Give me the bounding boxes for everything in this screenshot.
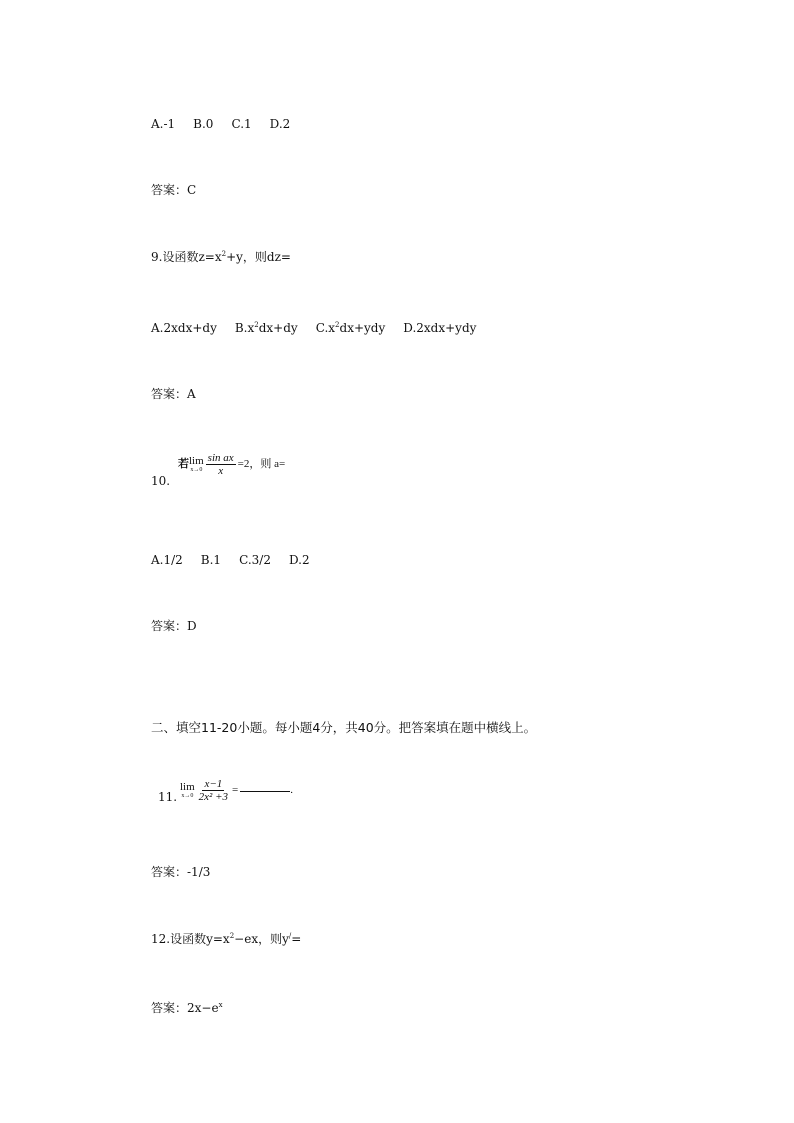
q10-fraction xyxy=(206,452,236,477)
q10-option-a: A.1/2 xyxy=(151,553,183,567)
q12-answer xyxy=(151,1000,223,1016)
q8-option-b: B.0 xyxy=(193,117,214,131)
q12-stem-sup: 2 xyxy=(229,932,235,940)
q9-answer: 答案：A xyxy=(151,387,196,401)
q9-stem-suffix: +y，则dz= xyxy=(226,250,291,264)
q10-denominator: x xyxy=(218,465,224,477)
q9-option-d-text: D.2xdx+ydy xyxy=(403,321,477,335)
q11-number: 11. xyxy=(158,790,178,804)
q9-option-d xyxy=(403,320,476,336)
q9-option-b-pre: B.x xyxy=(234,321,255,335)
q9-option-c-sup: 2 xyxy=(335,321,340,329)
q8-option-c: C.1 xyxy=(231,117,252,131)
q10-lim-word: lim xyxy=(189,455,204,467)
q12-stem-mid: −ex，则y xyxy=(234,932,289,946)
q10-option-c: C.3/2 xyxy=(239,553,271,567)
q11-end: . xyxy=(290,784,293,797)
q10-tail: =2，则 a= xyxy=(237,458,286,471)
q12-stem-prefix: 12.设函数y=x xyxy=(151,932,230,946)
q10-options xyxy=(151,552,328,568)
q11-equals: = xyxy=(232,784,239,797)
q11-numerator: x−1 xyxy=(204,778,223,790)
q9-option-c-pre: C.x xyxy=(315,321,336,335)
q8-option-d: D.2 xyxy=(269,117,291,131)
q12-answer-sup: x xyxy=(218,1001,223,1009)
q9-stem-prefix: 9.设函数z=x xyxy=(151,250,222,264)
q12-stem-suffix: = xyxy=(291,932,302,946)
q8-option-a: A.-1 xyxy=(151,117,176,131)
q12-stem xyxy=(151,931,301,947)
q10-numerator: sin ax xyxy=(207,452,234,464)
q11-denominator: 2x² +3 xyxy=(198,791,229,803)
q10-lim xyxy=(189,455,204,474)
q11-answer: 答案：-1/3 xyxy=(151,865,211,879)
q9-stem-sup: 2 xyxy=(221,250,227,258)
q9-stem xyxy=(151,249,291,265)
q10-ruo: 若 xyxy=(178,458,189,471)
q9-option-c xyxy=(316,320,386,336)
q12-answer-prefix: 答案：2x−e xyxy=(151,1001,219,1015)
q11-formula xyxy=(180,778,293,803)
q10-answer: 答案：D xyxy=(151,619,197,633)
q8-answer: 答案：C xyxy=(151,183,197,197)
q8-options xyxy=(151,116,308,132)
q9-options xyxy=(151,320,494,336)
q11-lim-word: lim xyxy=(180,781,195,793)
q9-option-b xyxy=(235,320,298,336)
q10-lim-sub: x→0 xyxy=(190,467,203,473)
q12-stem-prime: / xyxy=(288,932,292,940)
q9-option-b-post: dx+dy xyxy=(258,321,298,335)
section-2-heading: 二、填空11-20小题。每小题4分，共40分。把答案填在题中横线上。 xyxy=(151,720,537,735)
q11-lim xyxy=(180,781,195,800)
q11-answer-blank xyxy=(240,790,290,792)
q10-formula xyxy=(178,452,285,477)
q9-option-c-post: dx+ydy xyxy=(339,321,386,335)
q10-option-b: B.1 xyxy=(200,553,222,567)
q9-option-b-sup: 2 xyxy=(254,321,259,329)
q9-option-a xyxy=(151,320,217,336)
q11-fraction xyxy=(197,778,230,803)
q10-number: 10. xyxy=(151,474,171,488)
q11-lim-sub: x→0 xyxy=(181,793,194,799)
q9-option-a-text: A.2xdx+dy xyxy=(151,321,217,335)
q10-option-d: D.2 xyxy=(288,553,310,567)
